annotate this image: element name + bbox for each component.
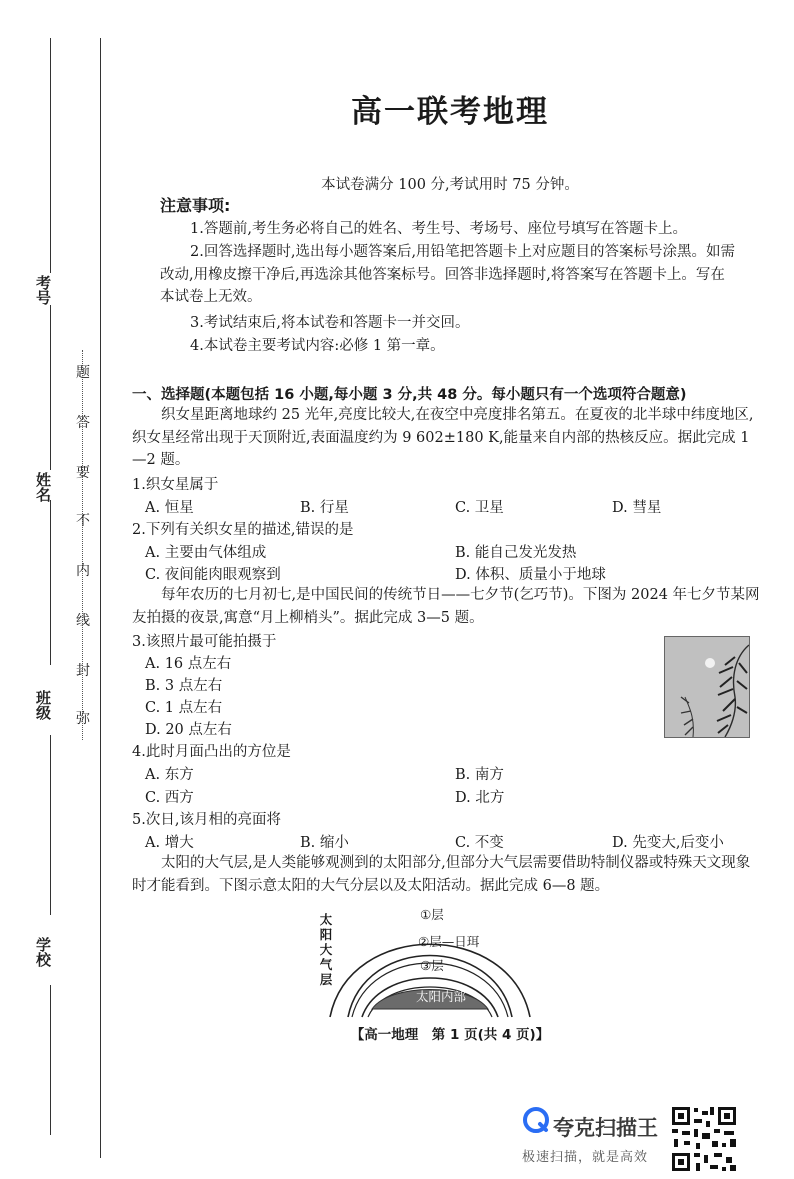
seal-char: 内 — [76, 563, 90, 579]
willow-moon-illustration — [665, 637, 749, 737]
question-3-stem: 3.该照片最可能拍摄于 — [132, 634, 277, 650]
scanner-slogan: 极速扫描，就是高效 — [522, 1150, 649, 1165]
qr-code-icon — [670, 1105, 738, 1173]
q2-option-d: D. 体积、质量小于地球 — [455, 567, 606, 583]
margin-line-5 — [50, 985, 51, 1135]
margin-line-3 — [50, 500, 51, 665]
passage-sun-atmosphere: 太阳的大气层,是人类能够观测到的太阳部分,但部分大气层需要借助特制仪器或特殊天文现象时才能看到。下图示意太阳的大气分层以及太阳活动。据此完成 6—8 题。 — [132, 855, 751, 894]
diagram-layer-1: ①层 — [420, 907, 444, 922]
seal-char: 要 — [76, 465, 90, 481]
q4-option-b: B. 南方 — [455, 767, 504, 783]
passage-qixi: 每年农历的七月初七,是中国民间的传统节日——七夕节(乞巧节)。下图为 2024 年七夕节某网友拍摄的夜景,寓意“月上柳梢头”。据此完成 3—5 题。 — [132, 587, 760, 626]
q5-option-d: D. 先变大,后变小 — [612, 835, 724, 851]
q3-option-d: D. 20 点左右 — [145, 722, 232, 738]
seal-char: 封 — [76, 663, 90, 679]
diagram-layer-2: ②层—日珥 — [418, 934, 480, 949]
field-name: 姓名 — [34, 472, 52, 502]
notice-item: 3.考试结束后,将本试卷和答题卡一并交回。 — [190, 315, 470, 331]
q3-option-b: B. 3 点左右 — [145, 678, 223, 694]
question-1-stem: 1.织女星属于 — [132, 477, 219, 493]
margin-line-1 — [50, 38, 51, 273]
seal-char: 答 — [76, 415, 90, 431]
margin-line-4 — [50, 735, 51, 915]
q5-option-b: B. 缩小 — [300, 835, 349, 851]
field-class: 班级 — [34, 690, 52, 720]
q2-option-c: C. 夜间能肉眼观察到 — [145, 567, 281, 583]
q1-option-a: A. 恒星 — [145, 500, 194, 516]
diagram-side-label — [318, 912, 334, 987]
section-heading: 一、选择题(本题包括 16 小题,每小题 3 分,共 48 分。每小题只有一个选项符合题意) — [132, 387, 687, 403]
quark-logo-icon — [522, 1106, 550, 1134]
question-5-stem: 5.次日,该月相的亮面将 — [132, 812, 281, 828]
exam-title: 高一联考地理 — [351, 94, 549, 130]
seal-char: 线 — [76, 613, 90, 629]
q4-option-a: A. 东方 — [145, 767, 194, 783]
q3-option-a: A. 16 点左右 — [145, 656, 232, 672]
exam-subtitle: 本试卷满分 100 分,考试用时 75 分钟。 — [321, 177, 579, 193]
q5-option-c: C. 不变 — [455, 835, 504, 851]
side-label-char: 气 — [319, 957, 333, 972]
seal-char: 弥 — [76, 711, 90, 727]
seal-char: 不 — [76, 513, 90, 529]
q5-option-a: A. 增大 — [145, 835, 194, 851]
notice-heading: 注意事项: — [160, 196, 231, 215]
q4-option-d: D. 北方 — [455, 790, 505, 806]
diagram-core: 太阳内部 — [416, 989, 467, 1004]
side-label-char: 大 — [319, 942, 333, 957]
notice-item: 1.答题前,考生务必将自己的姓名、考生号、考场号、座位号填写在答题卡上。 — [190, 221, 687, 237]
side-label-char: 阳 — [319, 927, 333, 942]
field-school: 学校 — [34, 937, 52, 967]
passage-vega: 织女星距离地球约 25 光年,亮度比较大,在夜空中亮度排名第五。在夏夜的北半球中纬度地区,织女星经常出现于天顶附近,表面温度约为 9 602±180 K,能量来自内部的热核反应。据此完成 1—2 题。 — [132, 407, 754, 468]
diagram-layer-3: ③层 — [420, 958, 444, 973]
q1-option-c: C. 卫星 — [455, 500, 504, 516]
moon-willow-photo — [664, 636, 750, 738]
q2-option-b: B. 能自己发光发热 — [455, 545, 577, 561]
side-label-char: 太 — [319, 912, 333, 927]
q4-option-c: C. 西方 — [145, 790, 194, 806]
margin-dotted-line — [82, 350, 83, 740]
notice-item: 4.本试卷主要考试内容:必修 1 第一章。 — [190, 338, 445, 354]
q2-option-a: A. 主要由气体组成 — [145, 545, 267, 561]
q1-option-b: B. 行星 — [300, 500, 349, 516]
scanner-brand: 夸克扫描王 — [553, 1116, 658, 1140]
q3-option-c: C. 1 点左右 — [145, 700, 223, 716]
margin-line-right — [100, 38, 101, 1158]
question-4-stem: 4.此时月面凸出的方位是 — [132, 744, 291, 760]
page-footer: 【高一地理 第 1 页(共 4 页)】 — [350, 1027, 550, 1043]
notice-item: 2.回答选择题时,选出每小题答案后,用铅笔把答题卡上对应题目的答案标号涂黑。如需改动,用橡皮擦干净后,再选涂其他答案标号。回答非选择题时,将答案写在答题卡上。写在本试卷上无效。 — [160, 244, 736, 305]
side-label-char: 层 — [319, 972, 333, 987]
question-2-stem: 2.下列有关织女星的描述,错误的是 — [132, 522, 354, 538]
seal-char: 题 — [76, 365, 90, 381]
field-exam-number: 考号 — [34, 275, 52, 305]
q1-option-d: D. 彗星 — [612, 500, 662, 516]
margin-line-2 — [50, 305, 51, 470]
